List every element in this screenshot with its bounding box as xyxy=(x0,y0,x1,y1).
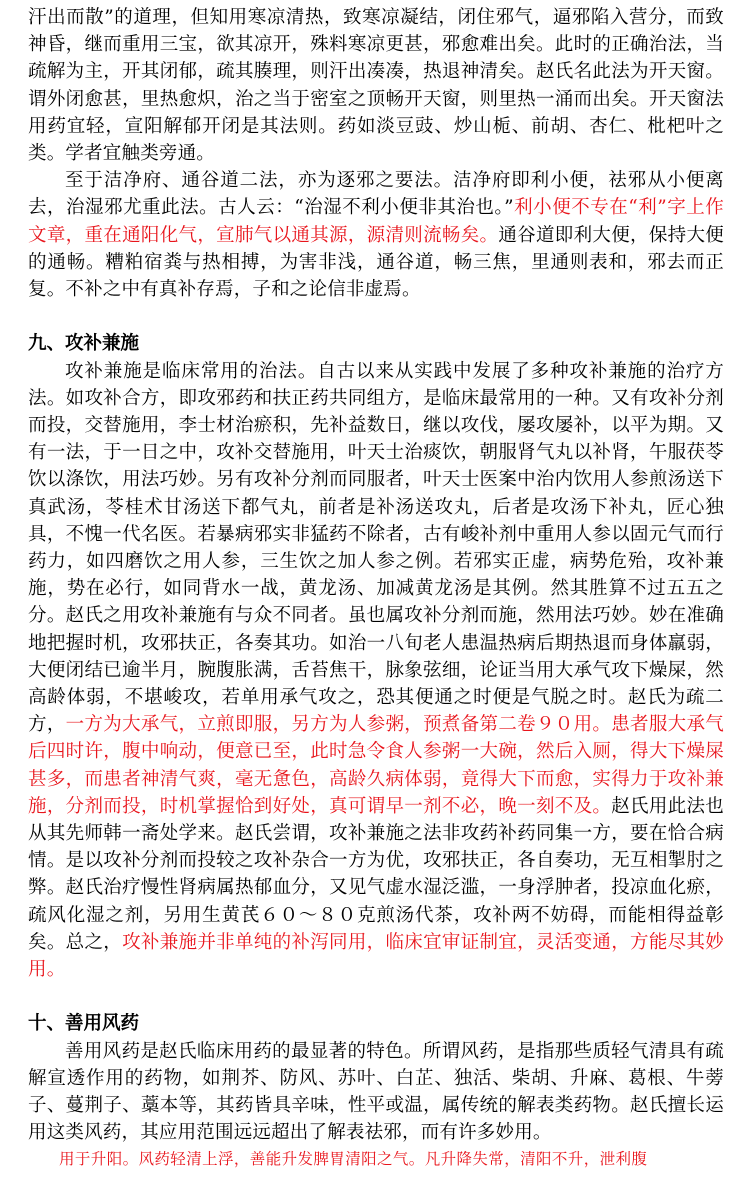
document-page xyxy=(28,4,724,1171)
paragraph-2 xyxy=(28,167,724,303)
section-9-text-a: 攻补兼施是临床常用的治法。自古以来从实践中发展了多种攻补兼施的治疗方法。如攻补合方，即攻邪药和扶正药共同组方，是临床最常用的一种。又有攻补分剂而投，交替施用，李士材治瘀积，先补益数日，继以攻伐，屡攻屡补，以平为期。又有一法，于一日之中，攻补交替施用，叶天士治痰饮，朝服肾气丸以补肾，午服茯苓饮以涤饮，用法巧妙。另有攻补分剂而同服者，叶天士医案中治内饮用人参煎汤送下真武汤，苓桂术甘汤送下都气丸，前者是补汤送攻丸，后者是攻汤下补丸，匠心独具，不愧一代名医。若暴病邪实非猛药不除者，古有峻补剂中重用人参以固元气而行药力，如四磨饮之用人参，三生饮之加人参之例。若邪实正虚，病势危殆，攻补兼施，势在必行，如同背水一战，黄龙汤、加减黄龙汤是其例。然其胜算不过五五之分。赵氏之用攻补兼施有与众不同者。虽也属攻补分剂而施，然用法巧妙。妙在准确地把握时机，攻邪扶正，各奏其功。如治一八旬老人患温热病后期热退而身体羸弱，大便闭结已逾半月，腕腹胀满，舌苔焦干，脉象弦细，论证当用大承气攻下燥屎，然高龄体弱，不堪峻攻，若单用承气攻之，恐其便通之时便是气脱之时。赵氏为疏二方， xyxy=(28,360,724,736)
paragraph-2-text-a: 至于洁净府、通谷道二法，亦为逐邪之要法。洁净府即利小便，祛邪从小便离去，治湿邪尤重此法。古人云：“治湿不利小便非其治也。” xyxy=(28,170,724,219)
section-9-text-b: 赵氏用此法也从其先师韩一斋处学来。赵氏尝谓，攻补兼施之法非攻药补药同集一方，要在恰合病情。是以攻补分剂而投较之攻补杂合一方为优，攻邪扶正，各自奏功，无互相掣肘之弊。赵氏治疗慢性肾病属热郁血分，又见气虚水湿泛滥，一身浮肿者，投凉血化瘀，疏风化湿之剂，另用生黄芪６０～８０克煎汤代茶，攻补两不妨碍，而能相得益彰矣。总之， xyxy=(28,795,725,953)
section-9-highlight-1: 一方为大承气，立煎即服，另方为人参粥，预煮备第二卷９０用。患者服大承气后四时许，腹中响动，便意已至，此时急令食人参粥一大碗，然后入厕，得大下燥屎甚多，而患者神清气爽，毫无惫色，高龄久病体弱，竟得大下而愈，实得力于攻补兼施，分剂而投，时机掌握恰到好处，真可谓早一剂不必，晚一刻不及。 xyxy=(28,714,724,817)
section-gap xyxy=(28,303,724,330)
paragraph-2-text-b: 通谷道即利大便，保持大便的通畅。糟粕宿粪与热相搏，为害非浅，通谷道，畅三焦，里通则表和，邪去而正复。不补之中有真补存焉，子和之论信非虚焉。 xyxy=(28,224,724,301)
paragraph-2-highlight: 利小便不专在“利”字上作文章，重在通阳化气，宣肺气以通其源，源清则流畅矣。 xyxy=(28,197,724,246)
section-gap xyxy=(28,983,724,1010)
section-10-paragraph: 善用风药是赵氏临床用药的最显著的特色。所谓风药，是指那些质轻气清具有疏解宣透作用的药物，如荆芥、防风、苏叶、白芷、独活、柴胡、升麻、葛根、牛蒡子、蔓荆子、藁本等，其药皆具辛味，性平或温，属传统的解表类药物。赵氏擅长运用这类风药，其应用范围远远超出了解表祛邪，而有许多妙用。 xyxy=(28,1040,724,1144)
paragraph-1: 汗出而散”的道理，但知用寒凉清热，致寒凉凝结，闭住邪气，逼邪陷入营分，而致神昏，继而重用三宝，欲其凉开，殊料寒凉更甚，邪愈难出矣。此时的正确治法，当疏解为主，开其闭郁，疏其腠理，则汗出凑凑，热退神清矣。赵氏名此法为开天窗。谓外闭愈甚，里热愈炽，治之当于密室之顶畅开天窗，则里热一涌而出矣。开天窗法用药宜轻，宣阳解郁开闭是其法则。药如淡豆豉、炒山栀、前胡、杏仁、枇杷叶之类。学者宜触类旁通。 xyxy=(28,7,724,165)
section-9-highlight-2: 攻补兼施并非单纯的补泻同用，临床宜审证制宜，灵活变通，方能尽其妙用。 xyxy=(28,931,724,981)
section-10-heading: 十、善用风药 xyxy=(28,1013,140,1035)
section-9-heading: 九、攻补兼施 xyxy=(28,333,140,355)
section-10-note: 用于升阳。风药轻清上浮，善能升发脾胃清阳之气。凡升降失常，清阳不升，泄利腹 xyxy=(59,1149,648,1168)
section-9-paragraph xyxy=(28,358,724,984)
